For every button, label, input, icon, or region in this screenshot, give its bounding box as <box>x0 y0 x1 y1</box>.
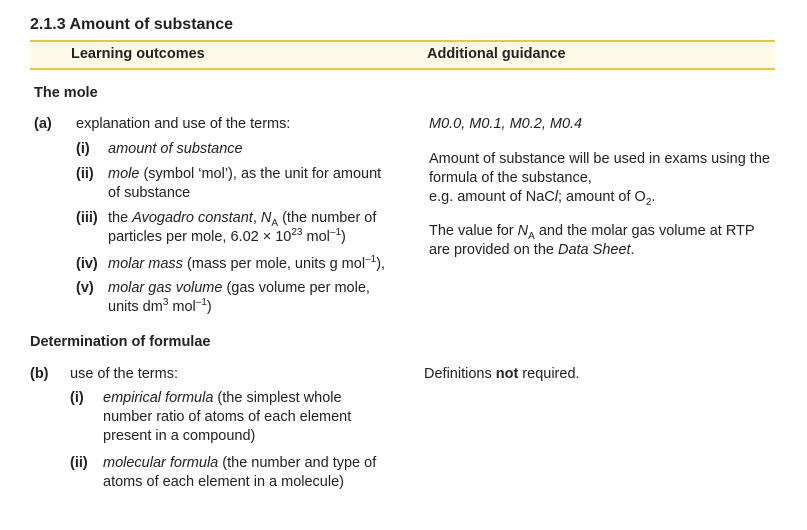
item-label-a: (a) <box>34 116 52 132</box>
section-heading-formulae: Determination of formulae <box>30 334 211 350</box>
learning-outcomes-header: Learning outcomes <box>71 46 205 62</box>
term-molar-gas-volume: molar gas volume (gas volume per mole, units $dm^3$ mol$^{-1}$) <box>108 280 370 315</box>
term-avogadro-constant: the Avogadro constant, $N_A$ (the number of particles per mole, $6.02 \times 10^{23}$ mol$^{-1}$) <box>108 210 377 245</box>
sub-label-b-i: (i) <box>70 390 84 406</box>
term-molar-mass: molar mass (mass per mole, units g mol$^{-1}$), <box>108 254 386 272</box>
page-title: 2.1.3 Amount of substance <box>30 16 233 33</box>
item-label-b: (b) <box>30 366 49 382</box>
sub-label-i: (i) <box>76 141 90 157</box>
guidance-math-codes: M0.0, M0.1, M0.2, M0.4 <box>429 116 583 132</box>
sub-label-v: (v) <box>76 280 94 296</box>
term-mole: mole (symbol ‘mol’), as the unit for amount of substance <box>108 166 382 201</box>
term-empirical-formula: empirical formula (the simplest whole number ratio of atoms of each element present in a compound) <box>103 390 352 444</box>
sub-label-iv: (iv) <box>76 256 98 272</box>
header-bottom-rule <box>30 68 775 70</box>
guidance-definitions: Definitions not required. <box>424 366 580 382</box>
term-molecular-formula: molecular formula (the number and type of atoms of each element in a molecule) <box>103 455 377 490</box>
item-b-intro: use of the terms: <box>70 366 178 382</box>
item-a-intro: explanation and use of the terms: <box>76 116 291 132</box>
sub-label-ii: (ii) <box>76 166 94 182</box>
section-heading-mole: The mole <box>34 85 98 101</box>
additional-guidance-header: Additional guidance <box>427 46 566 62</box>
guidance-amount-of-substance: Amount of substance will be used in exams using the formula of the substance, e.g. amount of NaCl; amount of $O_2$. <box>429 151 770 208</box>
sub-label-b-ii: (ii) <box>70 455 88 471</box>
header-top-rule <box>30 40 775 42</box>
sub-label-iii: (iii) <box>76 210 98 226</box>
term-amount-of-substance: amount of substance <box>108 141 243 157</box>
guidance-data-sheet: The value for $N_A$ and the molar gas volume at RTP are provided on the Data Sheet. <box>429 223 755 258</box>
